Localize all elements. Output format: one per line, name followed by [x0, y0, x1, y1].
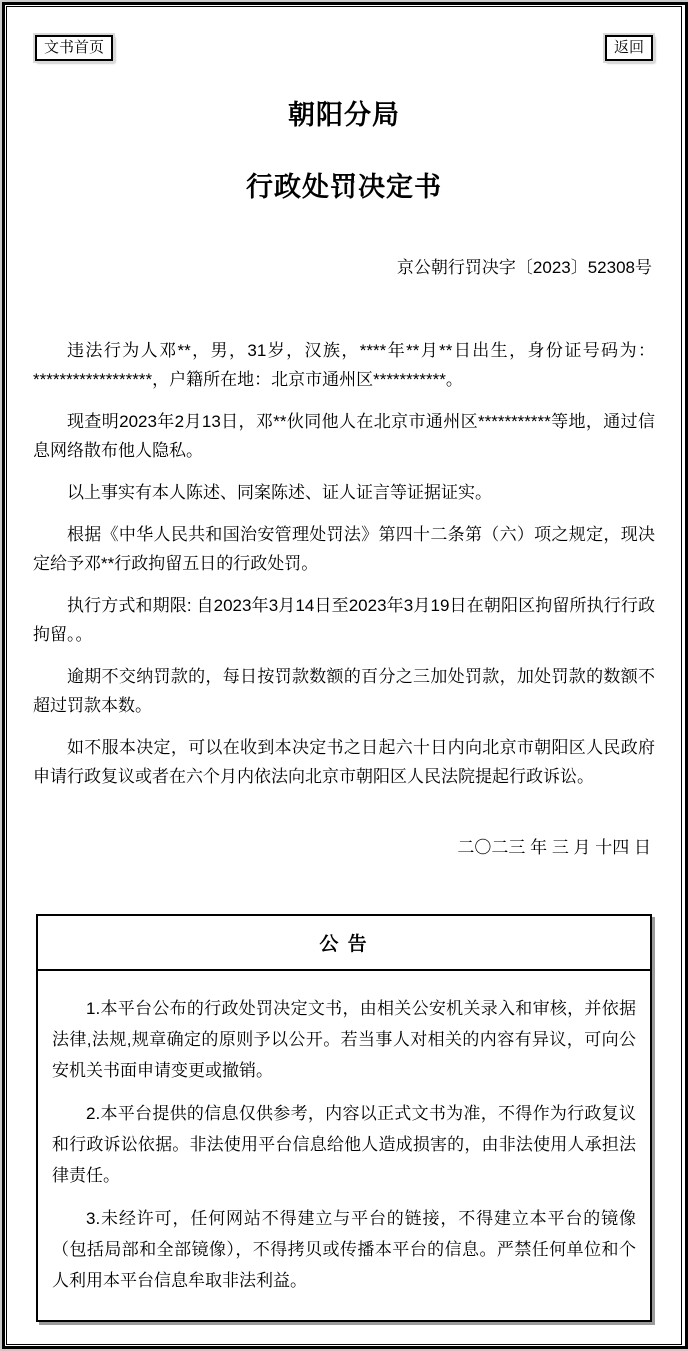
agency-title: 朝阳分局: [288, 100, 400, 130]
paragraph-legal-basis: 根据《中华人民共和国治安管理处罚法》第四十二条第（六）项之规定，现决定给予邓**行政拘留五日的行政处罚。: [33, 525, 655, 573]
document-page: [2, 2, 688, 1349]
document-title: 行政处罚决定书: [246, 172, 442, 202]
document-page-inner: [6, 6, 682, 1345]
paragraph-late-fine: 逾期不交纳罚款的，每日按罚款数额的百分之三加处罚款，加处罚款的数额不超过罚款本数。: [33, 667, 655, 715]
paragraph-offender-info: 违法行为人邓**，男，31岁，汉族，****年**月**日出生，身份证号码为：******************，户籍所在地：北京市通州区***********。: [33, 341, 655, 389]
notice-item-1: 1.本平台公布的行政处罚决定文书，由相关公安机关录入和审核，并依据法律,法规,规章确定的原则予以公开。若当事人对相关的内容有异议，可向公安机关书面申请变更或撤销。: [52, 999, 636, 1080]
paragraph-facts: 现查明2023年2月13日，邓**伙同他人在北京市通州区***********等地，通过信息网络散布他人隐私。: [33, 412, 655, 460]
document-body: [33, 336, 655, 791]
notice-title: 公 告: [38, 916, 650, 971]
toolbar: [33, 33, 655, 63]
document-number: 京公朝行罚决字〔2023〕52308号: [396, 258, 652, 277]
notice-box: [36, 914, 652, 1322]
notice-body: [38, 971, 650, 1320]
document-date: 二〇二三 年 三 月 十四 日: [457, 838, 651, 857]
notice-item-2: 2.本平台提供的信息仅供参考，内容以正式文书为准，不得作为行政复议和行政诉讼依据。非法使用平台信息给他人造成损害的，由非法使用人承担法律责任。: [52, 1104, 636, 1185]
paragraph-appeal-rights: 如不服本决定，可以在收到本决定书之日起六十日内向北京市朝阳区人民政府申请行政复议或者在六个月内依法向北京市朝阳区人民法院提起行政诉讼。: [33, 738, 655, 786]
paragraph-evidence: 以上事实有本人陈述、同案陈述、证人证言等证据证实。: [67, 483, 492, 502]
paragraph-execution: 执行方式和期限: 自2023年3月14日至2023年3月19日在朝阳区拘留所执行行政拘留。。: [33, 596, 655, 644]
doc-home-button[interactable]: 文书首页: [35, 35, 113, 61]
back-button[interactable]: 返回: [605, 35, 653, 61]
notice-item-3: 3.未经许可，任何网站不得建立与平台的链接，不得建立本平台的镜像（包括局部和全部镜像），不得拷贝或传播本平台的信息。严禁任何单位和个人利用本平台信息牟取非法利益。: [52, 1209, 636, 1290]
